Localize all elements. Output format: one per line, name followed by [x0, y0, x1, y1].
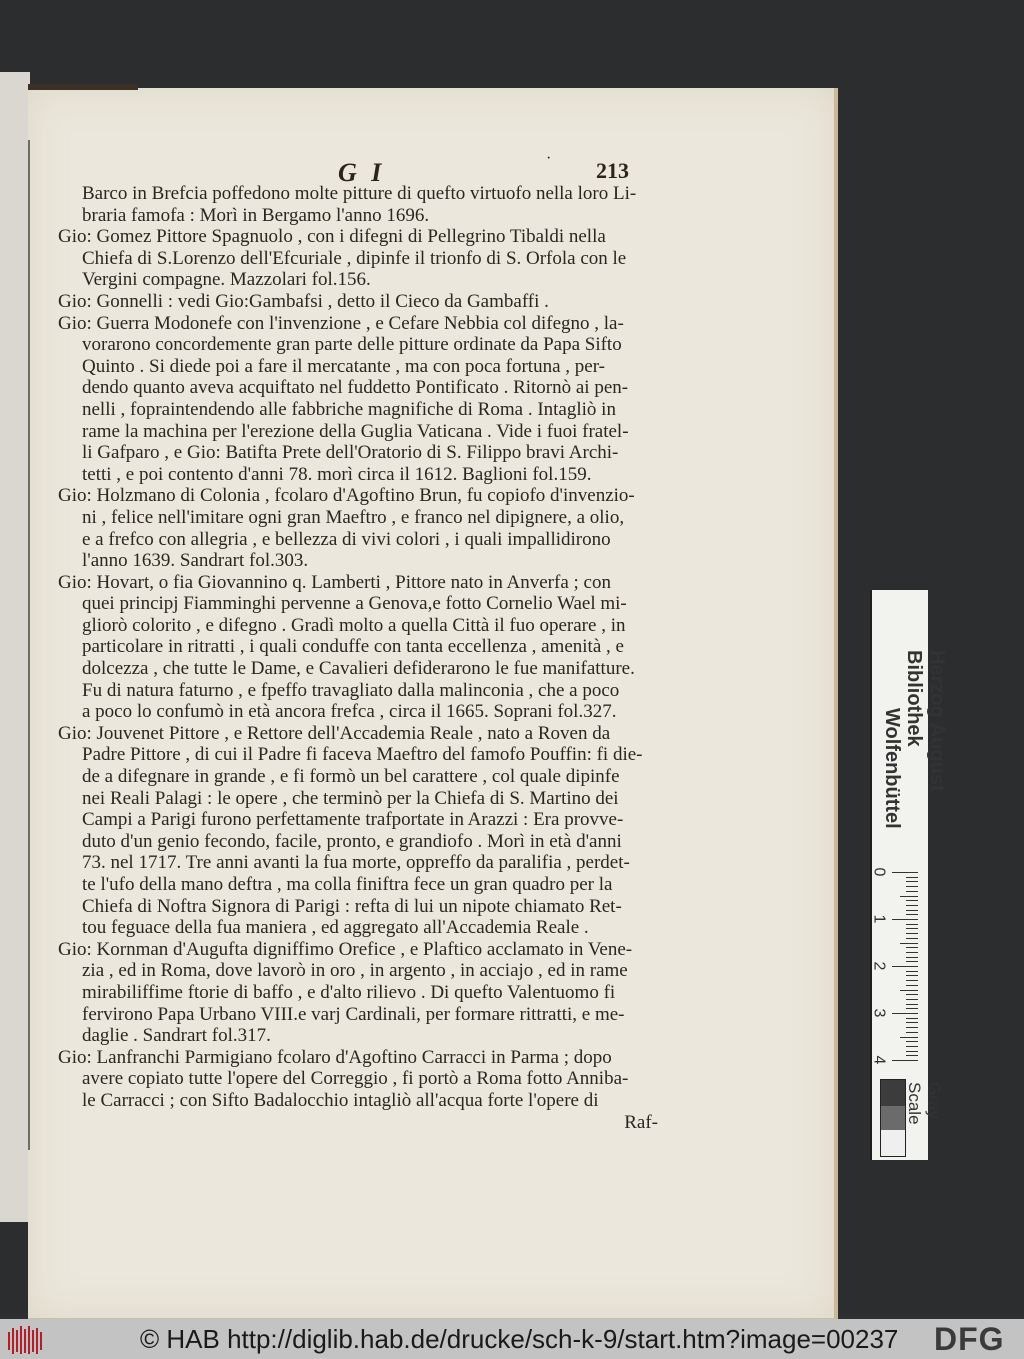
text-line: duto d'un genio fecondo, facile, pronto, e grandiofo . Morì in età d'anni: [82, 830, 622, 852]
facing-page-edge: [0, 72, 30, 1222]
text-line: Gio: Jouvenet Pittore , e Rettore dell'Accademia Reale , nato a Roven da: [58, 722, 611, 744]
ruler-tick: [906, 1041, 918, 1042]
ruler-title: [876, 600, 948, 870]
ruler-tick: [906, 947, 918, 948]
ruler-number: 2: [870, 961, 888, 971]
text-line: tou feguace della fua maniera , ed aggregato all'Accademia Reale .: [82, 917, 589, 939]
ruler-tick: [906, 905, 918, 906]
text-line: Chiefa di Noftra Signora di Parigi : refta di lui un nipote chiamato Ret-: [82, 895, 622, 917]
text-line: Gio: Hovart, o fia Giovannino q. Lamberti , Pittore nato in Anverfa ; con: [58, 571, 611, 593]
ruler-tick: [892, 872, 918, 873]
text-line: tetti , e poi contento d'anni 78. morì circa il 1612. Baglioni fol.159.: [82, 463, 592, 485]
ruler-number: 3: [870, 1008, 888, 1018]
ruler-number: 4: [870, 1055, 888, 1065]
catchword: Raf-: [624, 1111, 658, 1133]
text-line: zia , ed in Roma, dove lavorò in oro , in argento , in acciajo , ed in rame: [82, 960, 628, 982]
ruler-number: 1: [870, 914, 888, 924]
page-text-body: [58, 183, 658, 1133]
text-line: dolcezza , che tutte le Dame, e Cavalieri defiderarono le fue manifatture.: [82, 658, 635, 680]
ruler-tick: [906, 1051, 918, 1052]
swatch-dark: [881, 1080, 905, 1106]
ruler-tick: [906, 928, 918, 929]
ruler-tick: [906, 985, 918, 986]
swatch-mid: [881, 1106, 905, 1130]
text-line: ni , felice nell'imitare ogni gran Maeftro , e franco nel dipignere, a olio,: [82, 506, 625, 528]
text-line: Gio: Guerra Modonefe con l'invenzione , e Cefare Nebbia col difegno , la-: [58, 312, 624, 334]
ruler-tick: [906, 980, 918, 981]
ruler-tick: [906, 900, 918, 901]
text-line: Barco in Brefcia poffedono molte pitture di quefto virtuofo nella loro Li-: [82, 183, 637, 204]
ruler-scale: [870, 867, 928, 1082]
ruler-tick: [906, 961, 918, 962]
text-line: Chiefa di S.Lorenzo dell'Efcuriale , dipinfe il trionfo di S. Orfola con le: [82, 247, 627, 269]
ruler-tick: [906, 975, 918, 976]
ruler-tick: [906, 910, 918, 911]
footer-bar: [0, 1319, 1024, 1359]
ruler-tick: [906, 957, 918, 958]
ruler-tick: [892, 1013, 918, 1014]
ruler-tick: [906, 971, 918, 972]
ruler-title-line2: Wolfenbüttel: [881, 708, 903, 829]
dfg-logo: DFG: [934, 1321, 1005, 1357]
ruler-tick: [892, 1060, 918, 1061]
ruler-tick: [906, 881, 918, 882]
ruler-tick: [906, 952, 918, 953]
ruler-tick: [906, 1008, 918, 1009]
text-line: rame la machina per l'erezione della Guglia Vaticana . Vide i fuoi fratel-: [82, 420, 629, 442]
gray-scale-label: Gray Scale: [905, 1082, 944, 1125]
ruler-number: 0: [870, 867, 888, 877]
text-line: le Carracci ; con Sifto Badalocchio intagliò all'acqua forte l'opere di: [82, 1089, 599, 1111]
text-line: te l'ufo della mano deftra , ma colla finiftra fece un gran quadro per la: [82, 874, 613, 895]
text-line: vorarono concordemente gran parte delle pitture ordinate da Papa Sifto: [82, 334, 622, 356]
ruler-tick: [892, 919, 918, 920]
text-line: gliorò colorito , e difegno . Gradì molto a quella Città il fuo operare , in: [82, 614, 626, 636]
text-line: Campi a Parigi furono perfettamente trafportate in Arazzi : Era provve-: [82, 809, 624, 831]
ruler-tick: [906, 938, 918, 939]
speck-mark: ·: [546, 150, 552, 167]
running-head-section: G I: [338, 158, 386, 187]
text-line: quei principj Fiamminghi pervenne a Genova,e fotto Cornelio Wael mi-: [82, 593, 627, 615]
ruler-tick: [906, 999, 918, 1000]
text-line: Padre Pittore , di cui il Padre fi faceva Maeftro del famofo Pouffin: fi die-: [82, 744, 643, 766]
ruler-tick: [906, 994, 918, 995]
text-line: 73. nel 1717. Tre anni avanti la fua morte, oppreffo da paralifia , perdet-: [82, 852, 630, 874]
ruler-tick: [906, 933, 918, 934]
ruler-tick: [892, 966, 918, 967]
ruler-tick: [906, 1046, 918, 1047]
ruler-tick: [900, 990, 918, 991]
text-line: Gio: Gonnelli : vedi Gio:Gambafsi , detto il Cieco da Gambaffi .: [58, 290, 549, 312]
text-line: Gio: Gomez Pittore Spagnuolo , con i difegni di Pellegrino Tibaldi nella: [58, 226, 606, 248]
ruler-tick: [900, 943, 918, 944]
ruler-tick: [906, 886, 918, 887]
text-line: fervirono Papa Urbano VIII.e varj Cardinali, per formare rittratti, e me-: [82, 1003, 625, 1025]
text-line: Gio: Holzmano di Colonia , fcolaro d'Agoftino Brun, fu copiofo d'invenzio-: [58, 485, 635, 507]
ruler-tick: [900, 1037, 918, 1038]
ruler-tick: [906, 1055, 918, 1056]
text-line: l'anno 1639. Sandrart fol.303.: [82, 550, 309, 572]
ruler-title-line1: Herzog August Bibliothek: [903, 650, 948, 792]
text-line: particolare in ritratti , i quali conduffe con tanta eccellenza , amenità , e: [82, 636, 624, 658]
ruler-tick: [906, 914, 918, 915]
ruler-tick: [906, 891, 918, 892]
text-line: mirabiliffime ftorie di baffo , e d'alto rilievo . Di quefto Valentuomo fi: [82, 981, 616, 1003]
gutter-line: [28, 140, 30, 1150]
text-line: nelli , fopraintendendo alle fabbriche magnifiche di Roma . Intagliò in: [82, 398, 616, 420]
text-line: li Gafparo , e Gio: Batifta Prete dell'Oratorio di S. Filippo bravi Archi-: [82, 442, 619, 464]
hab-logo-icon: [4, 1324, 48, 1356]
ruler-tick: [900, 896, 918, 897]
text-line: de a difegnare in grande , e fi formò un bel carattere , col quale dipinfe: [82, 766, 620, 788]
text-line: Quinto . Si diede poi a fare il mercatante , ma con poca fortuna , per-: [82, 355, 605, 377]
ruler-tick: [906, 1022, 918, 1023]
text-line: avere copiato tutte l'opere del Correggio , fi portò a Roma fotto Anniba-: [82, 1068, 629, 1090]
text-line: braria famofa : Morì in Bergamo l'anno 1696.: [82, 204, 430, 226]
text-line: nei Reali Palagi : le opere , che terminò per la Chiefa di S. Martino dei: [82, 787, 619, 809]
text-line: Gio: Lanfranchi Parmigiano fcolaro d'Agoftino Carracci in Parma ; dopo: [58, 1046, 612, 1068]
color-scale-ruler: [870, 590, 948, 1160]
gray-scale-swatches: [880, 1079, 906, 1157]
ruler-tick: [906, 877, 918, 878]
text-line: daglie . Sandrart fol.317.: [82, 1025, 271, 1047]
page-number: 213: [596, 158, 629, 183]
ruler-tick: [906, 1032, 918, 1033]
ruler-tick: [906, 1004, 918, 1005]
ruler-tick: [906, 924, 918, 925]
page-torn-edge: [28, 84, 138, 90]
text-line: e a frefco con allegria , e bellezza di vivi colori , i quali impallidirono: [82, 528, 611, 550]
text-line: Fu di natura faturno , e fpeffo travagliato dalla malinconia , che a poco: [82, 679, 620, 701]
text-line: dendo quanto aveva acquiftato nel fuddetto Pontificato . Ritornò ai pen-: [82, 377, 629, 399]
text-line: Gio: Kornman d'Augufta digniffimo Orefice , e Plaftico acclamato in Vene-: [58, 938, 633, 960]
text-line: Vergini compagne. Mazzolari fol.156.: [82, 269, 371, 291]
swatch-light: [881, 1130, 905, 1156]
copyright-link[interactable]: © HAB http://diglib.hab.de/drucke/sch-k-9/start.htm?image=00237: [140, 1324, 899, 1354]
text-line: a poco lo confumò in età ancora frefca , circa il 1665. Soprani fol.327.: [82, 701, 617, 723]
ruler-tick: [906, 1027, 918, 1028]
ruler-tick: [906, 1018, 918, 1019]
